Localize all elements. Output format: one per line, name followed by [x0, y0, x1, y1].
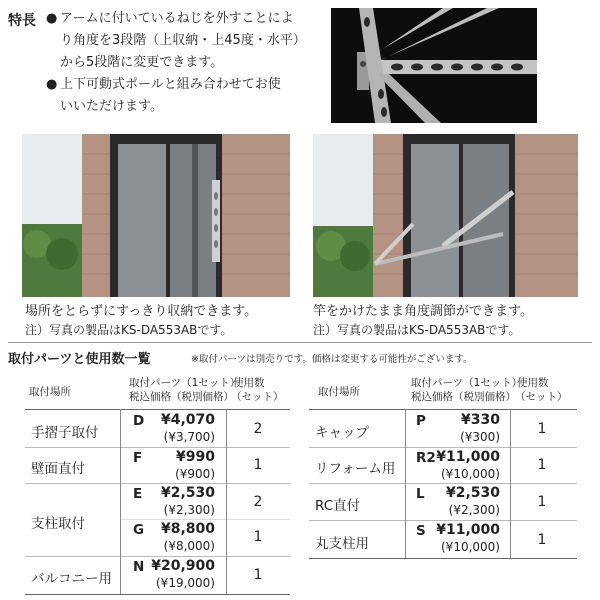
angle-note: 注）写真の製品はKS-DA553ABです。 — [313, 323, 521, 337]
table-col-rule — [120, 409, 121, 594]
part-code: F — [133, 450, 143, 466]
header-location: 取付場所 — [29, 386, 71, 398]
header-qty: 使用数 — [517, 377, 549, 389]
part-price-excl-tax: (¥10,000) — [441, 467, 500, 481]
part-price-excl-tax: (¥8,000) — [163, 539, 215, 553]
features-label: 特長 — [8, 13, 36, 29]
feature-item — [46, 8, 326, 74]
part-price: ¥990 — [176, 449, 215, 465]
table-rule — [25, 556, 290, 557]
feature-line: から5段階に変更できます。 — [60, 55, 224, 70]
parts-note: ※取付パーツは別売りです。価格は変更する可能性がございます。 — [191, 354, 473, 365]
header-price: 税込価格（税別価格） — [411, 391, 516, 403]
location-cell: RC直付 — [315, 498, 361, 514]
location-cell: 手摺子取付 — [31, 425, 99, 441]
header-parts: 取付パーツ（1セット） — [129, 377, 241, 389]
feature-line: り角度を3段階（上収納・上45度・水平） — [60, 33, 306, 48]
table-rule — [309, 447, 577, 448]
table-col-rule — [226, 409, 227, 594]
part-price-excl-tax: (¥10,000) — [441, 540, 500, 554]
qty-cell: 1 — [537, 532, 547, 548]
table-rule — [120, 519, 290, 520]
part-price: ¥2,530 — [160, 485, 215, 501]
part-price: ¥11,000 — [436, 449, 500, 465]
bullet-icon: ● — [46, 11, 58, 26]
header-parts: 取付パーツ（1セット） — [411, 377, 523, 389]
qty-cell: 1 — [537, 457, 547, 473]
parts-heading: 取付パーツと使用数一覧 — [8, 352, 151, 367]
part-code: D — [133, 413, 145, 429]
angle-caption: 竿をかけたまま角度調節ができます。 — [313, 304, 533, 319]
qty-cell: 1 — [253, 457, 263, 473]
part-price-excl-tax: (¥300) — [460, 430, 500, 444]
part-price-excl-tax: (¥900) — [175, 467, 215, 481]
part-price: ¥8,800 — [160, 521, 215, 537]
part-price: ¥330 — [461, 412, 500, 428]
location-cell: 丸支柱用 — [315, 536, 369, 552]
part-price: ¥20,900 — [151, 558, 215, 574]
part-price-excl-tax: (¥2,300) — [448, 503, 500, 517]
part-price: ¥2,530 — [445, 485, 500, 501]
location-cell: 支柱取付 — [31, 516, 85, 532]
table-rule — [25, 409, 290, 410]
feature-line: 上下可動式ポールと組み合わせてお使 — [60, 77, 281, 92]
qty-cell: 1 — [537, 421, 547, 437]
part-price-excl-tax: (¥3,700) — [163, 430, 215, 444]
table-rule — [309, 558, 577, 559]
product-closeup-photo — [331, 8, 537, 123]
part-price-excl-tax: (¥19,000) — [156, 576, 215, 590]
table-rule — [25, 594, 290, 595]
qty-cell: 1 — [253, 529, 263, 545]
angle-adjust-photo — [313, 134, 578, 297]
feature-item — [46, 74, 326, 118]
header-qty: 使用数 — [233, 377, 265, 389]
table-rule — [309, 483, 577, 484]
storage-note: 注）写真の製品はKS-DA553ABです。 — [25, 323, 233, 337]
part-code: G — [133, 522, 145, 538]
table-rule — [25, 483, 290, 484]
header-price: 税込価格（税別価格） — [129, 391, 234, 403]
location-cell: リフォーム用 — [315, 461, 396, 477]
qty-cell: 1 — [537, 494, 547, 510]
part-code: R2 — [416, 450, 436, 466]
header-qty-unit: （セット） — [515, 391, 568, 403]
part-code: L — [416, 486, 425, 502]
feature-line: アームに付いているねじを外すことによ — [60, 11, 294, 26]
part-code: N — [133, 559, 145, 575]
qty-cell: 1 — [253, 567, 263, 583]
storage-caption: 場所をとらずにすっきり収納できます。 — [25, 304, 258, 319]
qty-cell: 2 — [253, 494, 263, 510]
header-qty-unit: （セット） — [231, 391, 284, 403]
location-cell: 壁面直付 — [31, 461, 85, 477]
qty-cell: 2 — [253, 421, 263, 437]
table-rule — [309, 520, 577, 521]
section-divider — [8, 342, 592, 343]
feature-line: いいただけます。 — [60, 99, 163, 114]
table-rule — [309, 409, 577, 410]
location-cell: キャップ — [315, 425, 369, 441]
storage-photo — [22, 134, 290, 297]
table-col-rule — [510, 409, 511, 558]
part-code: P — [416, 413, 426, 429]
bullet-icon: ● — [46, 77, 58, 92]
location-cell: バルコニー用 — [31, 571, 112, 587]
part-price: ¥11,000 — [436, 522, 500, 538]
part-price-excl-tax: (¥2,300) — [163, 503, 215, 517]
part-code: E — [133, 486, 143, 502]
header-location: 取付場所 — [318, 386, 360, 398]
table-col-rule — [405, 409, 406, 558]
part-code: S — [416, 523, 426, 539]
part-price: ¥4,070 — [160, 412, 215, 428]
table-rule — [25, 447, 290, 448]
